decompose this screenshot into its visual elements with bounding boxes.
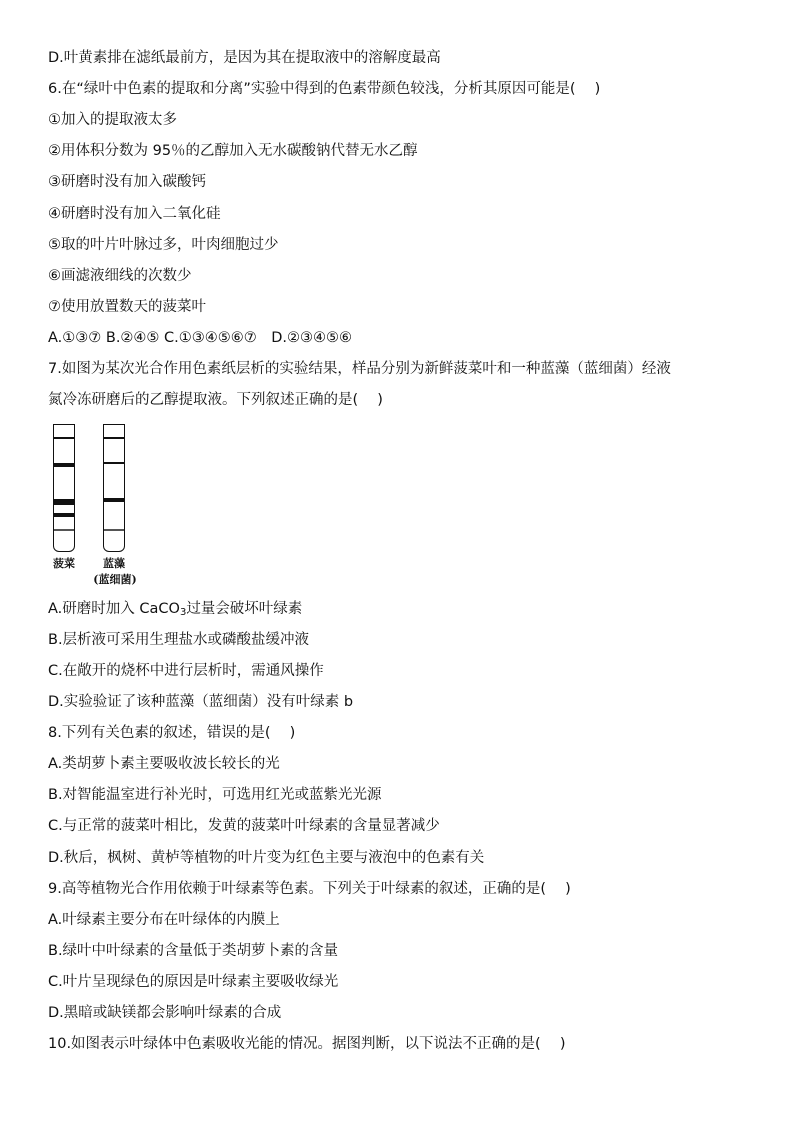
q8-option-d: D.秋后，枫树、黄栌等植物的叶片变为红色主要与液泡中的色素有关: [48, 850, 485, 866]
q7-option-a: [48, 599, 748, 623]
q7-stem-line2: 氮冷冻研磨后的乙醇提取液。下列叙述正确的是( ): [48, 392, 383, 408]
q8-stem: 8.下列有关色素的叙述，错误的是( ): [48, 725, 296, 741]
q9-option-a: A.叶绿素主要分布在叶绿体的内膜上: [48, 912, 280, 928]
cyano-band-3: [104, 498, 124, 502]
q8-option-a: A.类胡萝卜素主要吸收波长较长的光: [48, 756, 280, 772]
q9-option-b: B.绿叶中叶绿素的含量低于类胡萝卜素的含量: [48, 943, 339, 959]
q6-item-6: ⑥画滤液细线的次数少: [48, 268, 192, 284]
spinach-origin-line: [54, 529, 74, 531]
q6-item-5: ⑤取的叶片叶脉过多，叶肉细胞过少: [48, 237, 279, 253]
q8-option-c: C.与正常的菠菜叶相比，发黄的菠菜叶叶绿素的含量显著减少: [48, 818, 440, 834]
cyanobacteria-label: 蓝藻: [103, 557, 125, 570]
q9-option-d: D.黑暗或缺镁都会影响叶绿素的合成: [48, 1005, 282, 1021]
q7-option-b: B.层析液可采用生理盐水或磷酸盐缓冲液: [48, 632, 310, 648]
spinach-label: 菠菜: [53, 557, 75, 570]
cyanobacteria-strip: [103, 424, 125, 552]
q6-item-4: ④研磨时没有加入二氧化硅: [48, 206, 221, 222]
spinach-band-1: [54, 437, 74, 439]
q7-option-a-tail: 过量会破坏叶绿素: [186, 601, 303, 617]
spinach-band-3: [54, 499, 74, 505]
cyanobacteria-sublabel: (蓝细菌): [93, 573, 137, 586]
spinach-strip: [53, 424, 75, 552]
q5-option-d: D.叶黄素排在滤纸最前方，是因为其在提取液中的溶解度最高: [48, 50, 441, 66]
q7-option-d: D.实验验证了该种蓝藻（蓝细菌）没有叶绿素 b: [48, 694, 354, 710]
q6-item-2: ②用体积分数为 95％的乙醇加入无水碳酸钠代替无水乙醇: [48, 143, 418, 159]
q6-item-1: ①加入的提取液太多: [48, 112, 177, 128]
cyano-band-2: [104, 462, 124, 464]
cyano-band-1: [104, 437, 124, 439]
q7-option-a-subscript: 3: [179, 607, 187, 618]
q7-option-a-text: A.研磨时加入 CaCO: [48, 601, 180, 617]
q9-option-c: C.叶片呈现绿色的原因是叶绿素主要吸收绿光: [48, 974, 339, 990]
q9-stem: 9.高等植物光合作用依赖于叶绿素等色素。下列关于叶绿素的叙述，正确的是( ): [48, 881, 571, 897]
chromatography-figure: [45, 420, 155, 590]
q8-option-b: B.对智能温室进行补光时，可选用红光或蓝紫光光源: [48, 787, 382, 803]
q7-option-c: C.在敞开的烧杯中进行层析时，需通风操作: [48, 663, 324, 679]
spinach-band-4: [54, 513, 74, 517]
spinach-band-2: [54, 463, 74, 467]
q6-item-3: ③研磨时没有加入碳酸钙: [48, 174, 206, 190]
q6-options: A.①③⑦ B.②④⑤ C.①③④⑤⑥⑦ D.②③④⑤⑥: [48, 330, 353, 346]
q6-stem: 6.在“绿叶中色素的提取和分离”实验中得到的色素带颜色较浅，分析其原因可能是( ): [48, 81, 601, 97]
q7-stem-line1: 7.如图为某次光合作用色素纸层析的实验结果，样品分别为新鲜菠菜叶和一种蓝藻（蓝细菌）经液: [48, 361, 671, 377]
cyano-origin-line: [104, 529, 124, 531]
q10-stem: 10.如图表示叶绿体中色素吸收光能的情况。据图判断，以下说法不正确的是( ): [48, 1036, 566, 1052]
q6-item-7: ⑦使用放置数天的菠菜叶: [48, 299, 206, 315]
